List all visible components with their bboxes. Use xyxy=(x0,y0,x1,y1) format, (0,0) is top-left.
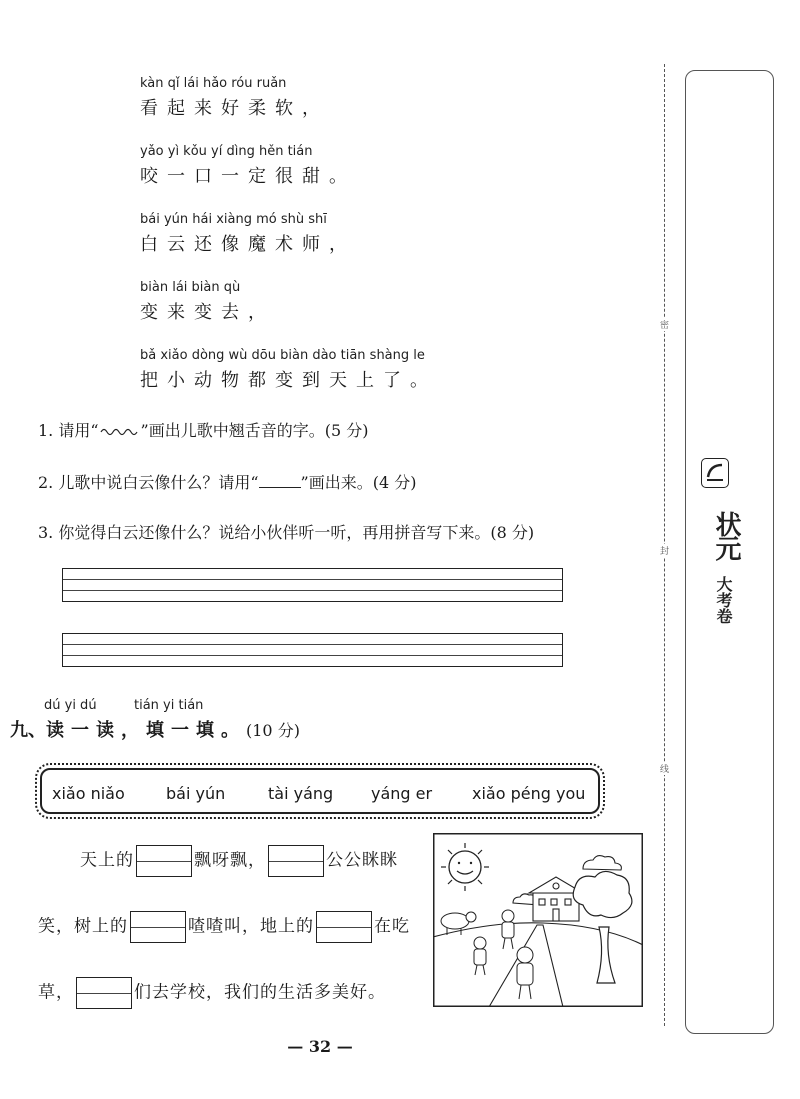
question-1: 1. 请用“ ”画出儿歌中翘舌音的字。(5 分) xyxy=(38,421,369,440)
school-scene-illustration xyxy=(433,833,643,1007)
brand-title: 状元 xyxy=(711,511,741,559)
poem-line-1: 看起来好柔软， xyxy=(140,98,329,119)
answer-blank-3[interactable] xyxy=(130,911,186,943)
question-2: 2. 儿歌中说白云像什么？请用“ ”画出来。(4 分) xyxy=(38,473,417,492)
poem-line-2: 咬一口一定很甜。 xyxy=(140,166,356,187)
wavy-underline-icon xyxy=(99,424,141,436)
brand-subtitle: 大考卷 xyxy=(714,576,733,624)
seal-mark-1: 密 xyxy=(660,318,669,331)
word-bank-item: yáng er xyxy=(371,784,433,803)
section9-heading: 九、读一读，填一填。(10 分) xyxy=(10,720,300,741)
word-bank-item: xiǎo niǎo xyxy=(52,784,125,803)
fill-line-3: 草， 们去学校，我们的生活多美好。 xyxy=(38,977,386,1009)
seal-mark-2: 封 xyxy=(660,544,669,557)
answer-blank-5[interactable] xyxy=(76,977,132,1009)
answer-writing-box-2[interactable] xyxy=(62,633,563,667)
poem-pinyin-1: kàn qǐ lái hǎo róu ruǎn xyxy=(140,76,287,91)
answer-blank-4[interactable] xyxy=(316,911,372,943)
poem-pinyin-2: yǎo yì kǒu yí dìng hěn tián xyxy=(140,144,313,159)
poem-pinyin-4: biàn lái biàn qù xyxy=(140,280,241,295)
poem-line-3: 白云还像魔术师， xyxy=(140,234,356,255)
poem-line-5: 把小动物都变到天上了。 xyxy=(140,370,437,391)
right-sidebar xyxy=(685,70,774,1034)
poem-pinyin-5: bǎ xiǎo dòng wù dōu biàn dào tiān shàng le xyxy=(140,348,425,363)
straight-underline-icon xyxy=(259,475,301,488)
section9-pinyin-2: tián yi tián xyxy=(134,698,204,713)
fill-line-1: 天上的 飘呀飘， 公公眯眯 xyxy=(80,845,398,877)
word-bank-item: tài yáng xyxy=(268,784,334,803)
fill-line-2: 笑，树上的 喳喳叫，地上的 在吃 xyxy=(38,911,410,943)
answer-blank-2[interactable] xyxy=(268,845,324,877)
seal-mark-3: 线 xyxy=(660,762,669,775)
answer-blank-1[interactable] xyxy=(136,845,192,877)
word-bank-item: bái yún xyxy=(166,784,226,803)
answer-writing-box-1[interactable] xyxy=(62,568,563,602)
question-3: 3. 你觉得白云还像什么？说给小伙伴听一听，再用拼音写下来。(8 分) xyxy=(38,523,535,542)
word-bank-item: xiǎo péng you xyxy=(472,784,586,803)
brand-logo-icon xyxy=(701,458,729,488)
poem-pinyin-3: bái yún hái xiàng mó shù shī xyxy=(140,212,327,227)
word-bank xyxy=(40,768,600,814)
section9-pinyin-1: dú yi dú xyxy=(44,698,97,713)
poem-line-4: 变来变去， xyxy=(140,302,275,323)
page-number: — 32 — xyxy=(287,1037,353,1056)
